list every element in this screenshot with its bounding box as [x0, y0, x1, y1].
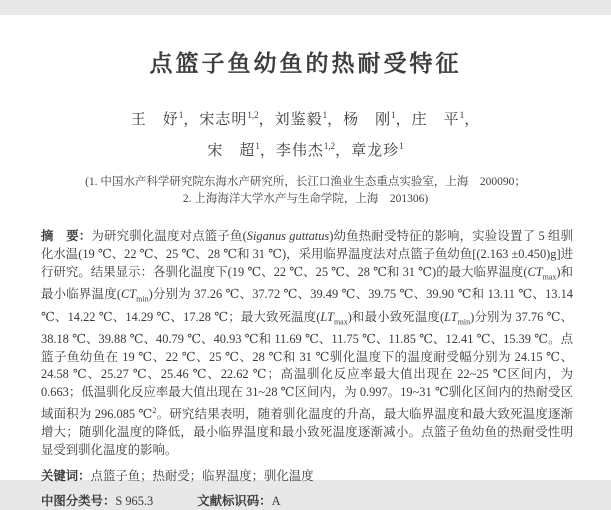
- paper-title: 点篮子鱼幼鱼的热耐受特征: [149, 51, 462, 77]
- keywords-label: 关键词：: [41, 468, 91, 483]
- abstract-text: 为研究驯化温度对点篮子鱼(Siganus guttatus)幼鱼热耐受特征的影响，实验设置了 5 组驯化水温(19 ℃、22 ℃、25 ℃、28 ℃和 31 ℃)，采用临界温度法对点篮子鱼幼鱼[(2.163 ±0.450)g]进行研究。结果显示：各驯化温度下(19 ℃、22 ℃、25 ℃、28 ℃和 31 ℃)的最大临界温度$(CT_{max})$和最小临界温度$(CT_{min})$分别为 37.26 ℃、37.72 ℃、39.49 ℃、39.75 ℃、39.90 ℃和 13.11 ℃、13.14 ℃、14.22 ℃、14.29 ℃、17.28 ℃；最大致死温度$(LT_{max})$和最小致死温度$(LT_{min})$分别为 37.76 ℃、38.18 ℃、39.88 ℃、40.79 ℃、40.93 ℃和 11.69 ℃、11.75 ℃、11.85 ℃、12.41 ℃、15.39 ℃。点篮子鱼幼鱼在 19 ℃、22 ℃、25 ℃、28 ℃和 31 ℃驯化温度下的温度耐受幅分别为 24.15 ℃、24.58 ℃、25.27 ℃、25.46 ℃、22.62 ℃；高温驯化反应率最大值出现在 22~25 ℃区间内，为 0.663；低温驯化反应率最大值出现在 31~28 ℃区间内，为 0.997。19~31 ℃驯化区间内的热耐受区域面积为 296.085 ℃$^2$。研究结果表明，随着驯化温度的升高，最大临界温度和最大致死温度逐渐增大；随驯化温度的降低，最小临界温度和最小致死温度逐渐减小。点篮子鱼幼鱼的热耐受性明显受到驯化温度的影响。: [41, 229, 574, 457]
- clc-value: S 965.3: [115, 493, 154, 508]
- affiliation-line-1: (1. 中国水产科学研究院东海水产研究所，长江口渔业生态重点实验室，上海 200090；: [85, 176, 526, 189]
- classification-line: [41, 493, 573, 510]
- doc-code-label: 文献标识码：: [197, 493, 272, 508]
- author-line-1: 王 妤$^1$，宋志明$^{1,2}$，刘鉴毅$^1$，杨 刚$^1$，庄 平$^1$，: [130, 110, 481, 129]
- affiliation-block: [0, 174, 611, 208]
- abstract-label: 摘 要：: [41, 229, 92, 244]
- doc-code-value: A: [271, 493, 281, 508]
- author-line-2: 宋 超$^1$，李伟杰$^{1,2}$，章龙珍$^1$: [207, 141, 404, 160]
- paper-page: [0, 15, 611, 508]
- keywords-value: 点篮子鱼；热耐受；临界温度；驯化温度: [90, 468, 314, 483]
- affiliation-line-2: 2. 上海海洋大学水产与生命学院，上海 201306): [182, 193, 429, 206]
- keywords-line: [41, 468, 573, 485]
- author-block: [0, 102, 611, 164]
- clc-label: 中图分类号：: [41, 493, 116, 508]
- abstract-paragraph: [41, 228, 573, 459]
